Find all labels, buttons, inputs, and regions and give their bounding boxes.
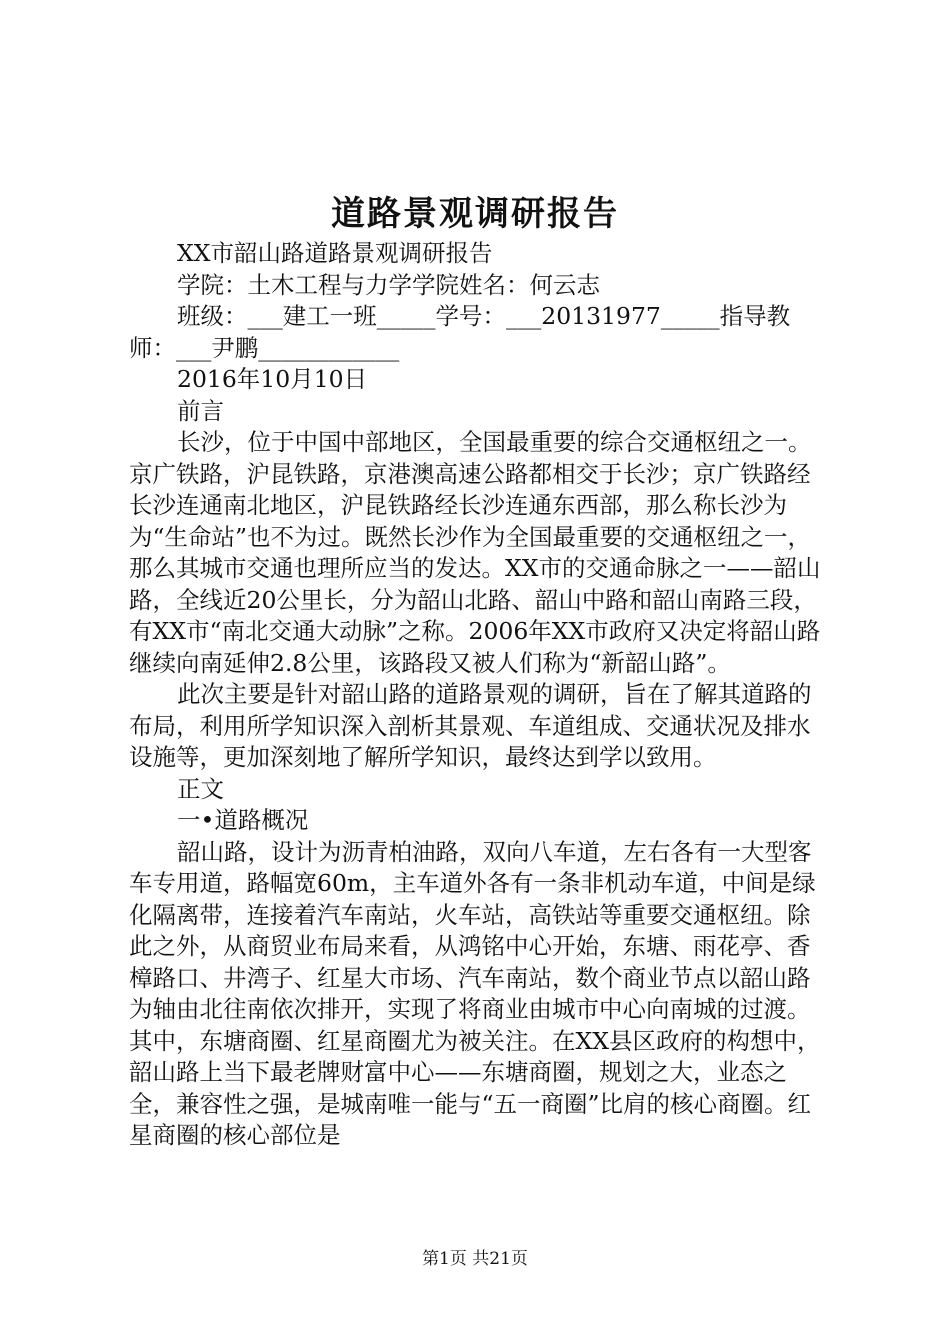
page-footer: 第1页 共21页	[422, 1249, 528, 1269]
college-name-line: 学院：土木工程与力学学院姓名：何云志	[177, 270, 600, 299]
preface-heading: 前言	[177, 396, 224, 425]
preface-paragraph-1: 长沙，位于中国中部地区，全国最重要的综合交通枢纽之一。京广铁路，沪昆铁路，京港澳高速公路都相交于长沙；京广铁路经长沙连通南北地区，沪昆铁路经长沙连通东西部，那么称长沙为为“生命站”也不为过。既然长沙作为全国最重要的交通枢纽之一，那么其城市交通也理所应当的发达。XX市的交通命脉之一——韶山路，全线近20公里长，分为韶山北路、韶山中路和韶山南路三段，有XX市“南北交通大动脉”之称。2006年XX市政府又决定将韶山路继续向南延伸2.8公里，该路段又被人们称为“新韶山路”。	[129, 428, 821, 677]
document-body	[129, 238, 829, 1152]
report-date: 2016年10月10日	[177, 365, 368, 393]
class-id-advisor-line: 班级：___建工一班_____学号：___20131977_____指导教师：___尹鹏____________	[129, 302, 791, 362]
section-1-paragraph-1: 韶山路，设计为沥青柏油路，双向八车道，左右各有一大型客车专用道，路幅宽60m，主车道外各有一条非机动车道，中间是绿化隔离带，连接着汽车南站，火车站，高铁站等重要交通枢纽。除此之外，从商贸业布局来看，从鸿铭中心开始，东塘、雨花亭、香樟路口、井湾子、红星大市场、汽车南站，数个商业节点以韶山路为轴由北往南依次排开，实现了将商业由城市中心向南城的过渡。其中，东塘商圈、红星商圈尤为被关注。在XX县区政府的构想中，韶山路上当下最老牌财富中心——东塘商圈，规划之大，业态之全，兼容性之强，是城南唯一能与“五一商圈”比肩的核心商圈。红星商圈的核心部位是	[129, 837, 821, 1149]
body-heading: 正文	[177, 774, 224, 803]
section-1-heading: 一•道路概况	[177, 806, 309, 834]
document-title: 道路景观调研报告	[331, 194, 619, 234]
preface-paragraph-2: 此次主要是针对韶山路的道路景观的调研，旨在了解其道路的布局，利用所学知识深入剖析其景观、车道组成、交通状况及排水设施等，更加深刻地了解所学知识，最终达到学以致用。	[129, 680, 812, 771]
report-subtitle: XX市韶山路道路景观调研报告	[177, 239, 493, 267]
